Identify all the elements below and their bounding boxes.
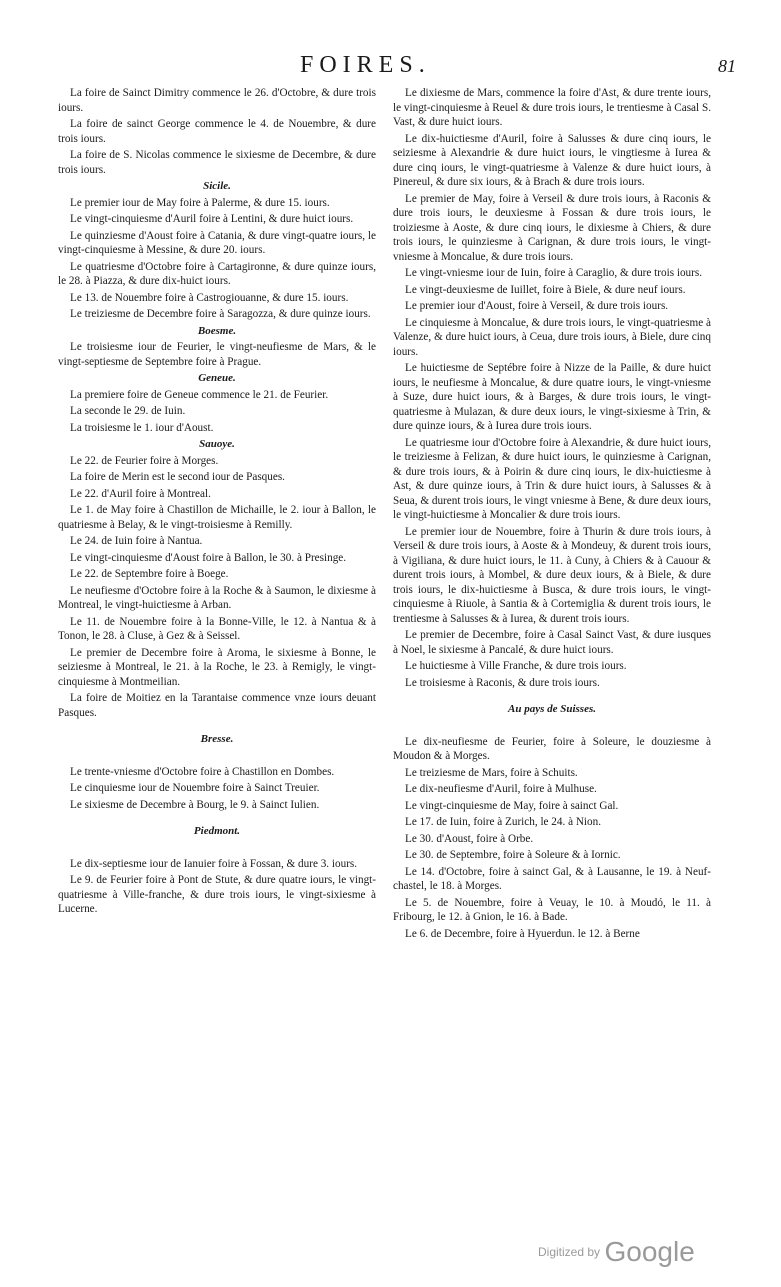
fair-entry: Le huictiesme à Ville Franche, & dure trois iours.	[405, 660, 627, 672]
fair-entry: Le 6. de Decembre, foire à Hyuerdun. le 12. à Berne	[405, 927, 640, 940]
fair-entry: Le cinquiesme iour de Nouembre foire à Sainct Treuier.	[70, 782, 320, 794]
fair-entry: Le dix-huictiesme d'Auril, foire à Salusses & dure cinq iours, le seiziesme à Alexandrie & dure huict iours, le vingtiesme à Iurea & dure cinq iours, le vingt-quatriesme à Valenze & dure huict iours, à Pinereul, & dure six iours, & à Brach & dure trois iours.	[393, 132, 711, 188]
fair-entry: Le premier iour d'Aoust, foire à Verseil, & dure trois iours.	[405, 300, 669, 312]
page-number: 81	[718, 56, 736, 76]
fair-entry: La seconde le 29. de Iuin.	[70, 405, 186, 417]
fair-entry: La foire de Moitiez en la Tarantaise commence vnze iours deuant Pasques.	[58, 692, 376, 719]
left-column	[58, 86, 376, 919]
fair-entry: Le vingt-cinquiesme de May, foire à sainct Gal.	[405, 799, 619, 812]
region-heading: Sauoye.	[199, 438, 235, 450]
fair-entry: La foire de Merin est le second iour de Pasques.	[70, 471, 285, 483]
fair-entry: Le premier de Decembre, foire à Casal Sainct Vast, & dure iusques à Noel, le sixiesme à Pancalé, & dure huict iours.	[393, 629, 711, 656]
fair-entry: Le dix-neufiesme de Feurier, foire à Soleure, le douziesme à Moudon & à Morges.	[393, 735, 711, 762]
fair-entry: Le 5. de Nouembre, foire à Veuay, le 10. à Moudó, le 11. à Fribourg, le 12. à Gnion, le 16. à Bade.	[393, 896, 711, 923]
fair-entry: Le premier iour de May foire à Palerme, & dure 15. iours.	[70, 196, 330, 209]
fair-entry: Le sixiesme de Decembre à Bourg, le 9. à Sainct Iulien.	[70, 798, 320, 811]
fair-entry: Le 30. d'Aoust, foire à Orbe.	[405, 832, 534, 845]
fair-entry: Le quinziesme d'Aoust foire à Catania, & dure vingt-quatre iours, le vingt-cinquiesme à Messine, & dure 20. iours.	[58, 229, 376, 256]
fair-entry: Le vingt-vniesme iour de Iuin, foire à Caraglio, & dure trois iours.	[405, 267, 703, 279]
fair-entry: Le troisiesme à Raconis, & dure trois iours.	[405, 676, 600, 689]
fair-entry: Le 17. de Iuin, foire à Zurich, le 24. à Nion.	[405, 816, 602, 828]
fair-entry: Le treiziesme de Decembre foire à Saragozza, & dure quinze iours.	[70, 308, 371, 320]
fair-entry: Le vingt-deuxiesme de Iuillet, foire à Biele, & dure neuf iours.	[405, 283, 686, 296]
fair-entry: Le dix-neufiesme d'Auril, foire à Mulhuse.	[405, 783, 597, 795]
google-watermark	[538, 1236, 695, 1268]
google-logo: Google	[604, 1236, 695, 1267]
fair-entry: Le vingt-cinquiesme d'Aoust foire à Ballon, le 30. à Presinge.	[70, 551, 347, 564]
fair-entry: Le 11. de Nouembre foire à la Bonne-Ville, le 12. à Nantua & à Tonon, le 28. à Cluse, à Gez & à Seissel.	[58, 615, 376, 642]
fair-entry: Le premier iour de Nouembre, foire à Thurin & dure trois iours, à Verseil & dure trois iours, à Aoste & à Mondeuy, & durent trois iours, à Vigiliana, & dure huict iours, le 11. à Cuny, à Chiers & à Cauour & durent trois iours, à Mombel, & dure deux iours, & à Biele, & dure trois iours, le dix-huictiesme à Busca, & dure trois iours, le vingt-cinquiesme à Riuole, à Santia & à Cortemiglia & durent trois iours, le trentiesme à Salusses & à Iurea, & durent trois iours.	[393, 525, 711, 625]
region-heading: Sicile.	[203, 180, 231, 192]
fair-entry: La foire de sainct George commence le 4. de Nouembre, & dure trois iours.	[58, 118, 376, 145]
fair-entry: Le premier de May, foire à Verseil & dure trois iours, à Raconis & dure trois iours, le deuxiesme à Fossan & dure trois iours, le troiziesme à Aoste, & dure cinq iours, le dixiesme à Chiers, & dure trois iours, le quinziesme à Carignan, & dure trois iours, le vingt-vniesme à Moncalue, & dure trois iours.	[393, 192, 711, 263]
fair-entry: Le dix-septiesme iour de Ianuier foire à Fossan, & dure 3. iours.	[70, 857, 358, 870]
region-heading: Bresse.	[200, 733, 234, 745]
fair-entry: Le 22. de Septembre foire à Boege.	[70, 568, 229, 580]
fair-entry: La foire de S. Nicolas commence le sixiesme de Decembre, & dure trois iours.	[58, 149, 376, 176]
fair-entry: Le vingt-cinquiesme d'Auril foire à Lentini, & dure huict iours.	[70, 213, 354, 225]
fair-entry: Le dixiesme de Mars, commence la foire d'Ast, & dure trente iours, le vingt-cinquiesme à Reuel & dure trois iours, le trentiesme à Casal S. Vast, & dure huict iours.	[393, 87, 711, 128]
fair-entry: Le premier de Decembre foire à Aroma, le sixiesme à Bonne, le seiziesme à Montreal, le 21. à la Roche, le 23. à Remigly, le vingt-cinquiesme à Montmeilian.	[58, 646, 376, 688]
fair-entry: Le troisiesme iour de Feurier, le vingt-neufiesme de Mars, & le vingt-septiesme de Septembre foire à Prague.	[58, 341, 376, 368]
fair-entry: Le 9. de Feurier foire à Pont de Stute, & dure quatre iours, le vingt-quatriesme à Ville-franche, & dure trois iours, le vingt-sixiesme à Lucerne.	[58, 874, 376, 915]
running-head: FOIRES.	[300, 52, 431, 78]
fair-entry: Le 13. de Nouembre foire à Castrogiouanne, & dure 15. iours.	[70, 291, 349, 304]
fair-entry: Le quatriesme d'Octobre foire à Cartagironne, & dure quinze iours, le 28. à Piazza, & dure dix-huict iours.	[58, 260, 376, 287]
fair-entry: Le neufiesme d'Octobre foire à la Roche & à Saumon, le dixiesme à Montreal, le vingt-huictiesme à Arban.	[58, 584, 376, 611]
fair-entry: Le cinquiesme à Moncalue, & dure trois iours, le vingt-quatriesme à Valenze, & dure huict iours, à Ceua, dure trois iours, à Biele, dure cinq iours.	[393, 316, 711, 358]
fair-entry: Le huictiesme de Septébre foire à Nizze de la Paille, & dure huict iours, le neufiesme à Moncalue, & dure quatre iours, le vingt-vniesme à Suze, dure huict iours, & à Barges, & dure trois iours, le vingt-quatriesme à Mulazan, & dure deux iours, le vingt-sixiesme à Trin, & dure quinze iours, & à Iurea dure trois iours.	[393, 362, 711, 432]
fair-entry: Le 22. de Feurier foire à Morges.	[70, 454, 219, 467]
fair-entry: Le 14. d'Octobre, foire à sainct Gal, & à Lausanne, le 19. à Neuf-chastel, le 18. à Morges.	[393, 865, 711, 892]
fair-entry: Le treiziesme de Mars, foire à Schuits.	[405, 766, 578, 779]
fair-entry: Le 30. de Septembre, foire à Soleure & à Iornic.	[405, 849, 621, 861]
fair-entry: Le trente-vniesme d'Octobre foire à Chastillon en Dombes.	[70, 765, 335, 778]
region-heading: Geneue.	[198, 372, 236, 384]
region-heading: Au pays de Suisses.	[507, 703, 597, 715]
region-heading: Boesme.	[197, 324, 237, 337]
right-column	[393, 86, 711, 943]
watermark-prefix: Digitized by	[538, 1245, 601, 1259]
fair-entry: La troisiesme le 1. iour d'Aoust.	[70, 421, 214, 434]
fair-entry: Le 1. de May foire à Chastillon de Michaille, le 2. iour à Ballon, le quatriesme à Belay, & le vingt-troisiesme à Remilly.	[58, 504, 376, 531]
fair-entry: Le 22. d'Auril foire à Montreal.	[70, 487, 211, 500]
region-heading: Piedmont.	[193, 825, 241, 837]
fair-entry: Le 24. de Iuin foire à Nantua.	[70, 535, 203, 547]
fair-entry: La foire de Sainct Dimitry commence le 26. d'Octobre, & dure trois iours.	[58, 87, 376, 114]
fair-entry: La premiere foire de Geneue commence le 21. de Feurier.	[70, 388, 329, 401]
fair-entry: Le quatriesme iour d'Octobre foire à Alexandrie, & dure huict iours, le treiziesme à Felizan, & dure huict iours, le quinziesme à Carignan, & dure trois iours, & à Poirin & dure cinq iours, le dix-huictiesme à Ast, & dure quinze iours, à Trin & dure huict iours, à Salusses & à Seua, & durent trois iours, le vingt vniesme à Bene, & dure deux iours, le vingt-huictiesme à Moncalier & dure trois iours.	[393, 436, 711, 521]
